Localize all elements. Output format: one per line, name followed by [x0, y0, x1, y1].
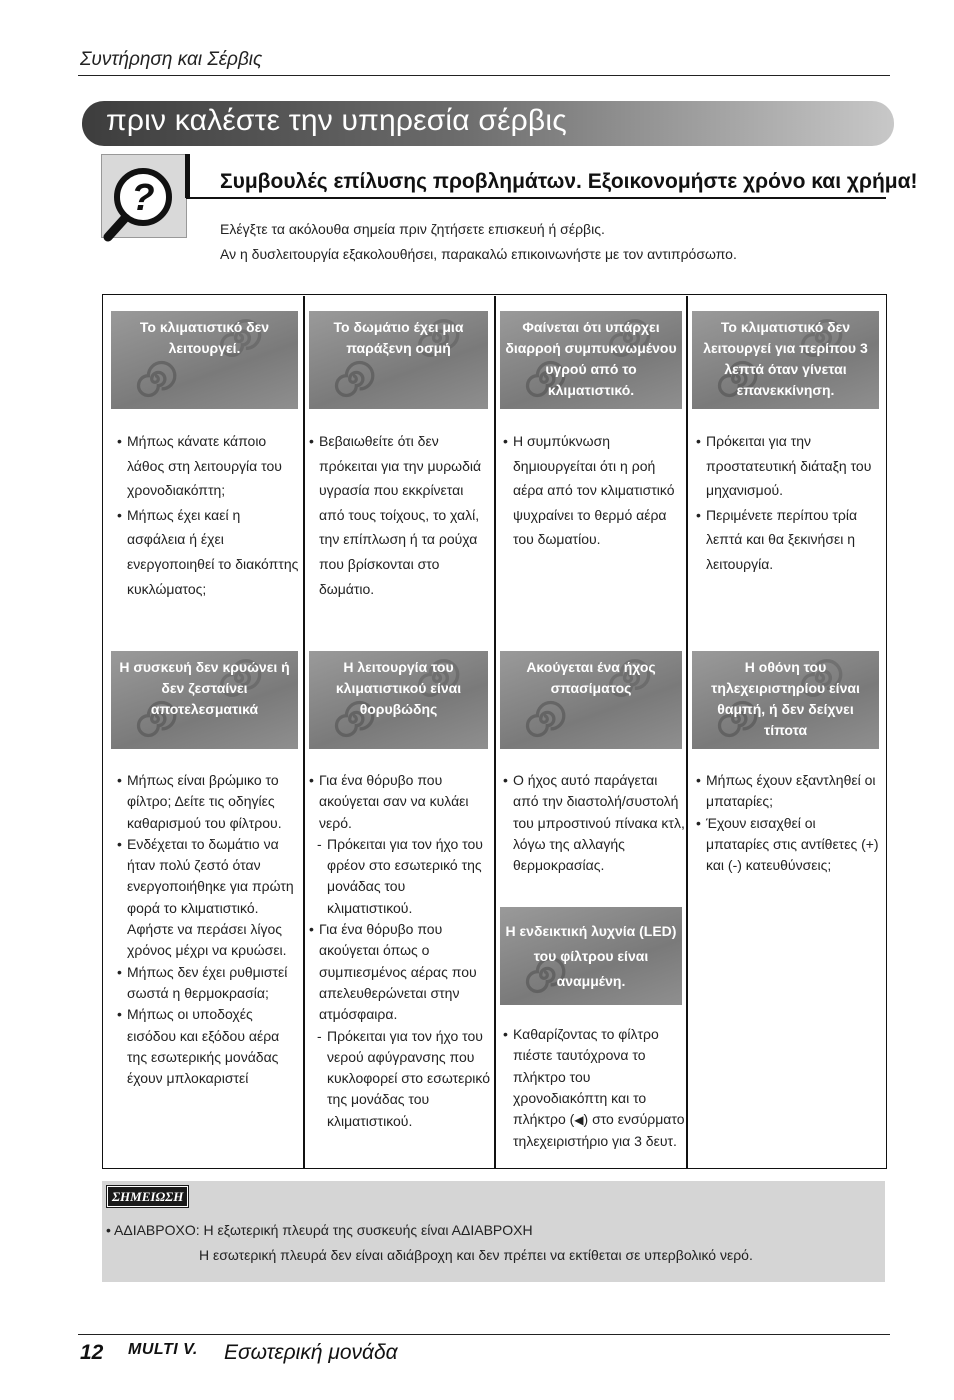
answer-list — [117, 770, 299, 1089]
answer-item: • Μήπως οι υποδοχές εισόδου και εξόδου αέρα της εσωτερικής μονάδας έχουν μπλοκαριστεί — [117, 1004, 299, 1089]
column-divider — [494, 296, 496, 1168]
answer-item: • Βεβαιωθείτε ότι δεν πρόκειται για την μυρωδιά υγρασία που εκκρίνεται από τους τοίχους, το χαλί, την επίπλωση ή τα ρούχα που βρίσκονται στο δωμάτιο. — [309, 429, 492, 601]
answer-subitem: - Πρόκειται για τον ήχο του φρέον στο εσωτερικό της μονάδας του κλιματιστικού. — [309, 834, 492, 919]
intro-line-2: Αν η δυσλειτουργία εξακολουθήσει, παρακαλώ επικοινωνήστε με τον αντιπρόσωπο. — [220, 246, 737, 262]
spiral-icon — [133, 357, 177, 401]
answer-item: • Μήπως είναι βρώμικο το φίλτρο; Δείτε τις οδηγίες καθαρισμού του φίλτρου. — [117, 770, 299, 834]
answer-list — [503, 770, 685, 876]
category-card — [111, 651, 298, 749]
category-title: Η συσκευή δεν κρυώνει ή δεν ζεσταίνει αποτελεσματικά — [119, 659, 290, 717]
answer-item: • Ο ήχος αυτό παράγεται από την διαστολή/συστολή του μπροστινού πίνακα κτλ, λόγω της αλλαγής θερμοκρασίας. — [503, 770, 685, 876]
footer-title: Εσωτερική μονάδα — [224, 1341, 398, 1364]
column-divider — [303, 296, 305, 1168]
category-title: Η λειτουργία του κλιματιστικού είναι θορυβώδης — [335, 659, 462, 717]
subheading-marker — [185, 154, 190, 198]
magnifier-question-icon — [88, 159, 188, 247]
category-card — [309, 311, 488, 409]
spiral-icon — [331, 357, 375, 401]
page-title: πριν καλέστε την υπηρεσία σέρβις — [106, 104, 567, 137]
category-card — [309, 651, 488, 749]
answer-item: • Περιμένετε περίπου τρία λεπτά και θα ξεκινήσει η λειτουργία. — [696, 503, 882, 577]
answer-item: • Μήπως έχει καεί η ασφάλεια ή έχει ενεργοποιηθεί το διακόπτης κυκλώματος; — [117, 503, 299, 601]
answer-item: • Ενδέχεται το δωμάτιο να ήταν πολύ ζεστό όταν ενεργοποιήθηκε για πρώτη φορά το κλιματιστικό. Αφήστε να περάσει λίγος χρόνος μέχρι να κρυώσει. — [117, 834, 299, 962]
category-card — [500, 651, 682, 749]
answer-item: • Για ένα θόρυβο που ακούγεται όπως ο συμπιεσμένος αέρας που απελευθερώνεται στην ατμόσφαιρα. — [309, 919, 492, 1025]
category-title: Η ενδεικτική λυχνία (LED) του φίλτρου είναι αναμμένη. — [505, 923, 677, 989]
note-line-2: Η εσωτερική πλευρά δεν είναι αδιάβροχη και δεν πρέπει να εκτίθεται σε υπερβολικό νερό. — [199, 1247, 753, 1263]
category-card — [692, 311, 879, 409]
answer-item: • Μήπως κάνατε κάποιο λάθος στη λειτουργία του χρονοδιακόπτη; — [117, 429, 299, 503]
category-card — [500, 311, 682, 409]
answer-item: • Η συμπύκνωση δημιουργείται ότι η ροή αέρα από τον κλιματιστικό ψυχραίνει το θερμό αέρα του δωματίου. — [503, 429, 685, 552]
category-card-filter-led — [500, 907, 682, 1005]
category-title: Η οθόνη του τηλεχειριστηρίου είναι θαμπή, ή δεν δείχνει τίποτα — [711, 659, 860, 738]
note-line-1: • ΑΔΙΑΒΡΟΧΟ: Η εξωτερική πλευρά της συσκευής είναι ΑΔΙΑΒΡΟΧΗ — [106, 1222, 533, 1238]
answer-item: • Έχουν εισαχθεί οι μπαταρίες στις αντίθετες (+) και (-) κατευθύνσεις; — [696, 813, 882, 877]
page-number: 12 — [80, 1341, 104, 1364]
help-icon-box — [101, 154, 187, 238]
answer-list — [309, 770, 492, 1132]
top-rule — [78, 75, 890, 76]
note-label: ΣΗΜΕΙΩΣΗ — [107, 1186, 188, 1207]
category-title: Ακούγεται ένα ήχος σπασίματος — [526, 659, 656, 696]
answer-list — [503, 429, 685, 552]
answer-list — [309, 429, 492, 601]
answer-list — [696, 429, 882, 577]
category-card — [111, 311, 298, 409]
answer-item: • Καθαρίζοντας το φίλτρο πιέστε ταυτόχρονα το πλήκτρο του χρονοδιακόπτη και το πλήκτρο (◀) στο ενσύρματο τηλεχειριστήριο για 3 δευτ. — [503, 1024, 687, 1153]
section-title: Συντήρηση και Σέρβις — [80, 49, 263, 70]
subheading: Συμβουλές επίλυσης προβλημάτων. Εξοικονομήστε χρόνο και χρήμα! — [220, 170, 918, 193]
subheading-rule — [186, 197, 886, 199]
answer-list — [117, 429, 299, 601]
answer-item: • Μήπως δεν έχει ρυθμιστεί σωστά η θερμοκρασία; — [117, 962, 299, 1005]
answer-item: • Για ένα θόρυβο που ακούγεται σαν να κυλάει νερό. — [309, 770, 492, 834]
category-title: Το δωμάτιο έχει μια παράξενη οσμή — [333, 319, 464, 356]
filter-led-answer — [503, 1024, 687, 1153]
intro-line-1: Ελέγξτε τα ακόλουθα σημεία πριν ζητήσετε επισκευή ή σέρβις. — [220, 221, 605, 237]
svg-text:?: ? — [131, 177, 155, 219]
answer-item: • Μήπως έχουν εξαντληθεί οι μπαταρίες; — [696, 770, 882, 813]
category-title: Φαίνεται ότι υπάρχει διαρροή συμπυκνωμένου υγρού από το κλιματιστικό. — [505, 319, 677, 398]
spiral-icon — [522, 697, 566, 741]
bottom-rule — [78, 1334, 890, 1335]
left-arrow-icon: ◀ — [574, 1113, 584, 1128]
category-card — [692, 651, 879, 749]
answer-list — [696, 770, 882, 876]
category-title: Το κλιματιστικό δεν λειτουργεί. — [139, 319, 270, 356]
answer-item: • Πρόκειται για την προστατευτική διάταξη του μηχανισμού. — [696, 429, 882, 503]
category-title: Το κλιματιστικό δεν λειτουργεί για περίπου 3 λεπτά όταν γίνεται επανεκκίνηση. — [703, 319, 868, 398]
brand-logo: MULTI V. — [128, 1341, 198, 1358]
answer-subitem: - Πρόκειται για τον ήχο του νερού αφύγρανσης που κυκλοφορεί στο εσωτερικό της μονάδας του κλιματιστικού. — [309, 1026, 492, 1132]
